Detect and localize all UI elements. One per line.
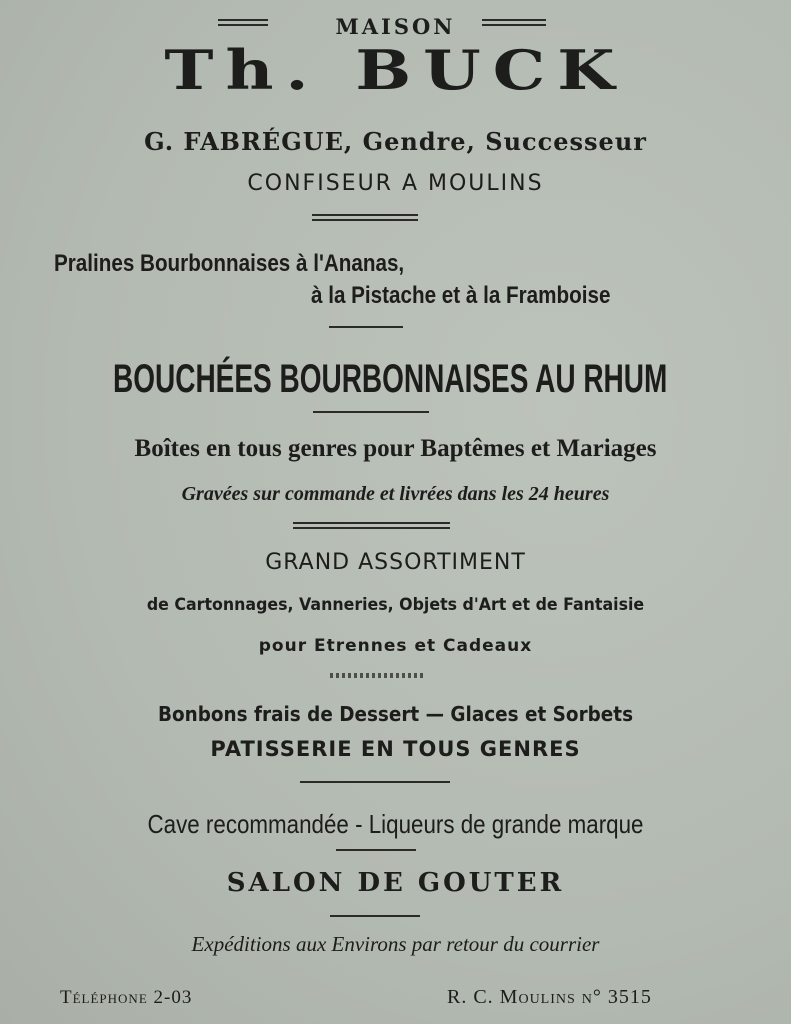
divider-8 — [330, 915, 420, 917]
bonbons-line-2: PATISSERIE EN TOUS GENRES — [210, 737, 581, 761]
pralines-line-1: Pralines Bourbonnaises à l'Ananas, — [54, 250, 405, 277]
assortiment-title: GRAND ASSORTIMENT — [265, 550, 526, 575]
divider-1 — [312, 214, 418, 216]
divider-3 — [313, 411, 429, 413]
divider-2 — [329, 326, 403, 328]
salon-line: SALON DE GOUTER — [226, 868, 565, 898]
pralines-line-2: à la Pistache et à la Framboise — [311, 282, 611, 309]
bonbons-line-1: Bonbons frais de Dessert — Glaces et Sorbets — [157, 702, 634, 726]
maison-label: MAISON — [335, 14, 456, 39]
maison-right-rule — [482, 19, 546, 21]
boites-line-1: Boîtes en tous genres pour Baptêmes et Mariages — [134, 435, 657, 462]
cave-line: Cave recommandée - Liqueurs de grande marque — [147, 809, 644, 839]
rc-line: R. C. Moulins n° 3515 — [447, 986, 652, 1008]
divider-6 — [300, 781, 450, 783]
telephone-line: Téléphone 2-03 — [60, 987, 193, 1008]
expeditions-line: Expéditions aux Environs par retour du courrier — [191, 932, 600, 956]
divider-4 — [293, 522, 450, 524]
divider-7 — [336, 849, 416, 851]
bouchees-line: BOUCHÉES BOURBONNAISES AU RHUM — [113, 357, 668, 401]
boites-line-2: Gravées sur commande et livrées dans les 24 heures — [181, 483, 610, 505]
profession-line: CONFISEUR A MOULINS — [247, 171, 544, 196]
assortiment-line-1: de Cartonnages, Vanneries, Objets d'Art et de Fantaisie — [146, 595, 645, 615]
divider-5 — [330, 673, 426, 678]
successor-line: G. FABRÉGUE, Gendre, Successeur — [144, 127, 647, 156]
assortiment-line-2: pour Etrennes et Cadeaux — [258, 636, 533, 656]
shop-name: Th. BUCK — [164, 38, 627, 102]
